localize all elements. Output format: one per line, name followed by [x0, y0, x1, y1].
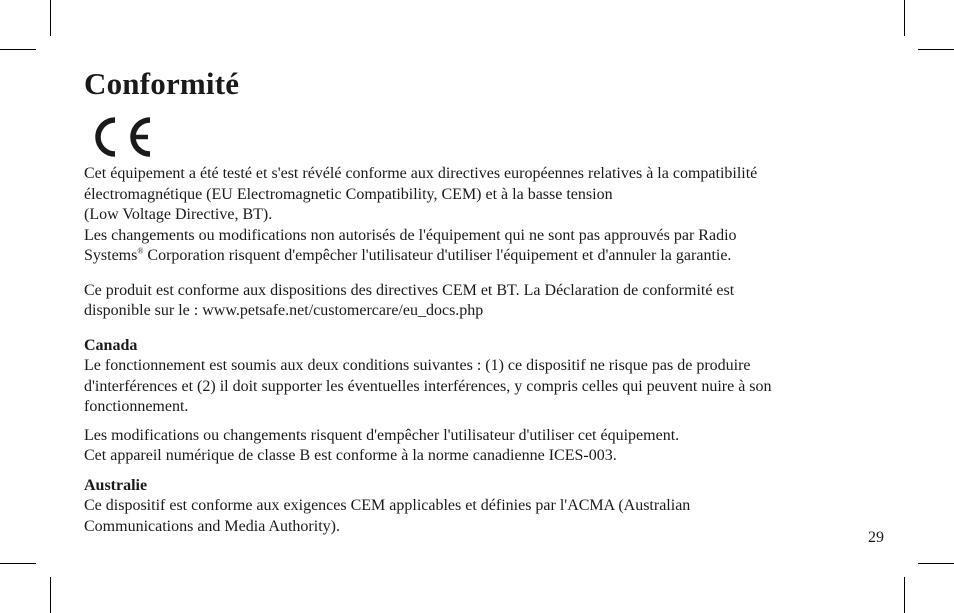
canada-line: fonctionnement. — [84, 398, 189, 415]
page-title: Conformité — [84, 66, 240, 101]
ce-mark-icon — [84, 114, 154, 160]
crop-mark — [904, 0, 905, 36]
intro-line: Cet équipement a été testé et s'est révélé conforme aux directives européennes relatives à la compatibilité — [84, 165, 758, 182]
declaration-section — [84, 281, 874, 322]
crop-mark — [904, 577, 905, 613]
declaration-line: Ce produit est conforme aux dispositions des directives CEM et BT. La Déclaration de conformité est — [84, 281, 735, 299]
crop-mark — [918, 563, 954, 564]
document-page — [84, 66, 874, 537]
intro-line — [84, 246, 874, 267]
canada-section — [84, 336, 874, 467]
crop-mark — [918, 49, 954, 50]
australia-heading: Australie — [84, 476, 148, 494]
australia-section — [84, 476, 874, 538]
canada-line: Les modifications ou changements risquent d'empêcher l'utilisateur d'utiliser cet équipement. — [84, 426, 680, 444]
intro-line: (Low Voltage Directive, BT). — [84, 206, 273, 223]
canada-line: Cet appareil numérique de classe B est conforme à la norme canadienne ICES-003. — [84, 447, 617, 464]
declaration-line: disponible sur le : www.petsafe.net/customercare/eu_docs.php — [84, 302, 484, 319]
australia-line: Ce dispositif est conforme aux exigences CEM applicables et définies par l'ACMA (Australian — [84, 497, 691, 514]
crop-mark — [50, 0, 51, 36]
australia-line: Communications and Media Authority). — [84, 517, 340, 535]
canada-line: d'interférences et (2) il doit supporter les éventuelles interférences, y compris celles qui peuvent nuire à son — [84, 377, 772, 395]
intro-text: Systems — [84, 247, 138, 264]
intro-text: Corporation risquent d'empêcher l'utilisateur d'utiliser l'équipement et d'annuler la garantie. — [143, 247, 732, 264]
canada-line: Le fonctionnement est soumis aux deux conditions suivantes : (1) ce dispositif ne risque pas de produire — [84, 357, 751, 374]
intro-line: Les changements ou modifications non autorisés de l'équipement qui ne sont pas approuvés par Radio — [84, 226, 737, 244]
intro-line: électromagnétique (EU Electromagnetic Compatibility, CEM) et à la basse tension — [84, 185, 613, 203]
page-number: 29 — [868, 529, 884, 546]
crop-mark — [0, 563, 36, 564]
crop-mark — [0, 49, 36, 50]
registered-mark: ® — [137, 246, 144, 256]
canada-heading: Canada — [84, 336, 138, 354]
intro-section — [84, 164, 874, 267]
crop-mark — [50, 577, 51, 613]
